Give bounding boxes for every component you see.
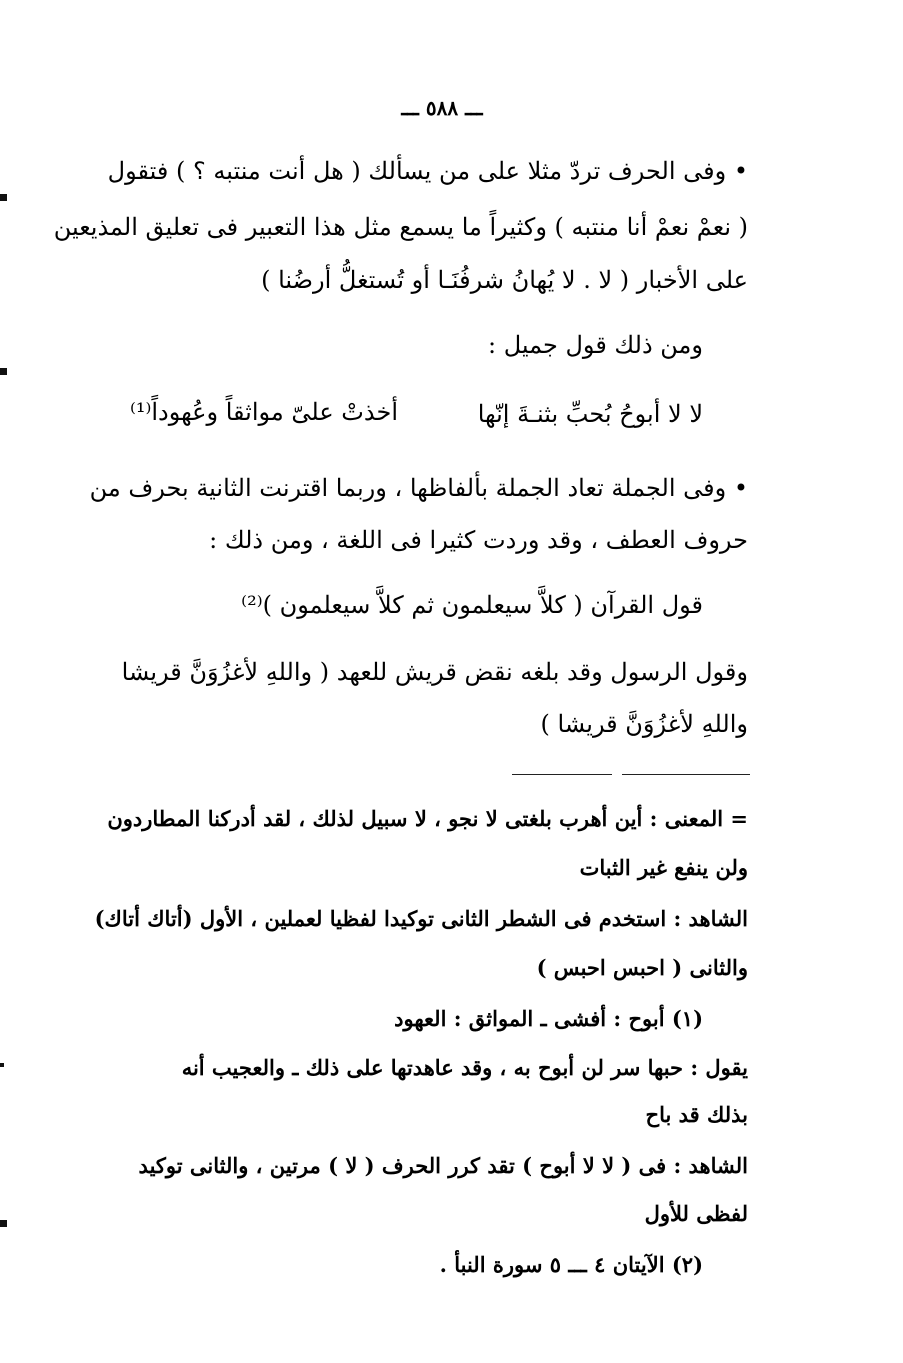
page-number: ـــ ٥٨٨ ـــ <box>401 96 483 120</box>
body-line: قول القرآن ( كلاَّ سيعلمون ثم كلاَّ سيعلمون )⁽²⁾ <box>241 591 703 619</box>
footnote-line: الشاهد : فى ( لا لا أبوح ) تقد كرر الحرف ( لا ) مرتين ، والثانى توكيد <box>138 1153 748 1178</box>
body-line: واللهِ لأغزُوَنَّ قريشا ) <box>540 710 748 738</box>
body-line: حروف العطف ، وقد وردت كثيرا فى اللغة ، ومن ذلك : <box>209 526 748 554</box>
body-line: ومن ذلك قول جميل : <box>488 331 703 359</box>
body-line: ( نعمْ نعمْ أنا منتبه ) وكثيراً ما يسمع مثل هذا التعبير فى تعليق المذيعين <box>53 213 748 241</box>
body-line: • وفى الجملة تعاد الجملة بألفاظها ، وربما اقترنت الثانية بحرف من <box>89 474 748 502</box>
footnote-line: ولن ينفع غير الثبات <box>579 855 748 880</box>
footnote-line: (٢) الآيتان ٤ ـــ ٥ سورة النبأ . <box>439 1252 703 1277</box>
body-line: على الأخبار ( لا . لا يُهانُ شرفُنَـا أو تُستغلُّ أرضُنا ) <box>261 266 748 294</box>
footnote-line: الشاهد : استخدم فى الشطر الثانى توكيدا لفظيا لعملين ، الأول (أتاك أتاك) <box>94 906 748 931</box>
scan-edge-mark <box>0 1063 4 1067</box>
footnote-line: لفظى للأول <box>644 1201 748 1226</box>
footnote-separator <box>512 774 612 775</box>
body-line: • وفى الحرف تردّ مثلا على من يسألك ( هل أنت منتبه ؟ ) فتقول <box>107 157 748 185</box>
verse-second-hemistich: أخذتْ علىّ مواثقاً وعُهوداً⁽¹⁾ <box>129 398 398 426</box>
verse-first-hemistich: لا لا أبوحُ بُحبِّ بثنـةَ إنّها <box>477 400 703 428</box>
scan-edge-mark <box>0 368 7 375</box>
footnote-line: (١) أبوح : أفشى ـ المواثق : العهود <box>394 1006 703 1031</box>
footnote-line: يقول : حبها سر لن أبوح به ، وقد عاهدتها على ذلك ـ والعجيب أنه <box>181 1055 748 1080</box>
footnote-line: بذلك قد باح <box>645 1102 748 1127</box>
scan-edge-mark <box>0 194 7 201</box>
scan-edge-mark <box>0 1220 7 1227</box>
footnote-line: = المعنى : أين أهرب بلغتى لا نجو ، لا سبيل لذلك ، لقد أدركنا المطاردون <box>107 806 748 831</box>
body-line: وقول الرسول وقد بلغه نقض قريش للعهد ( واللهِ لأغزُوَنَّ قريشا <box>121 658 748 686</box>
footnote-separator <box>622 774 750 775</box>
footnote-line: والثانى ( احبس احبس ) <box>536 955 748 980</box>
